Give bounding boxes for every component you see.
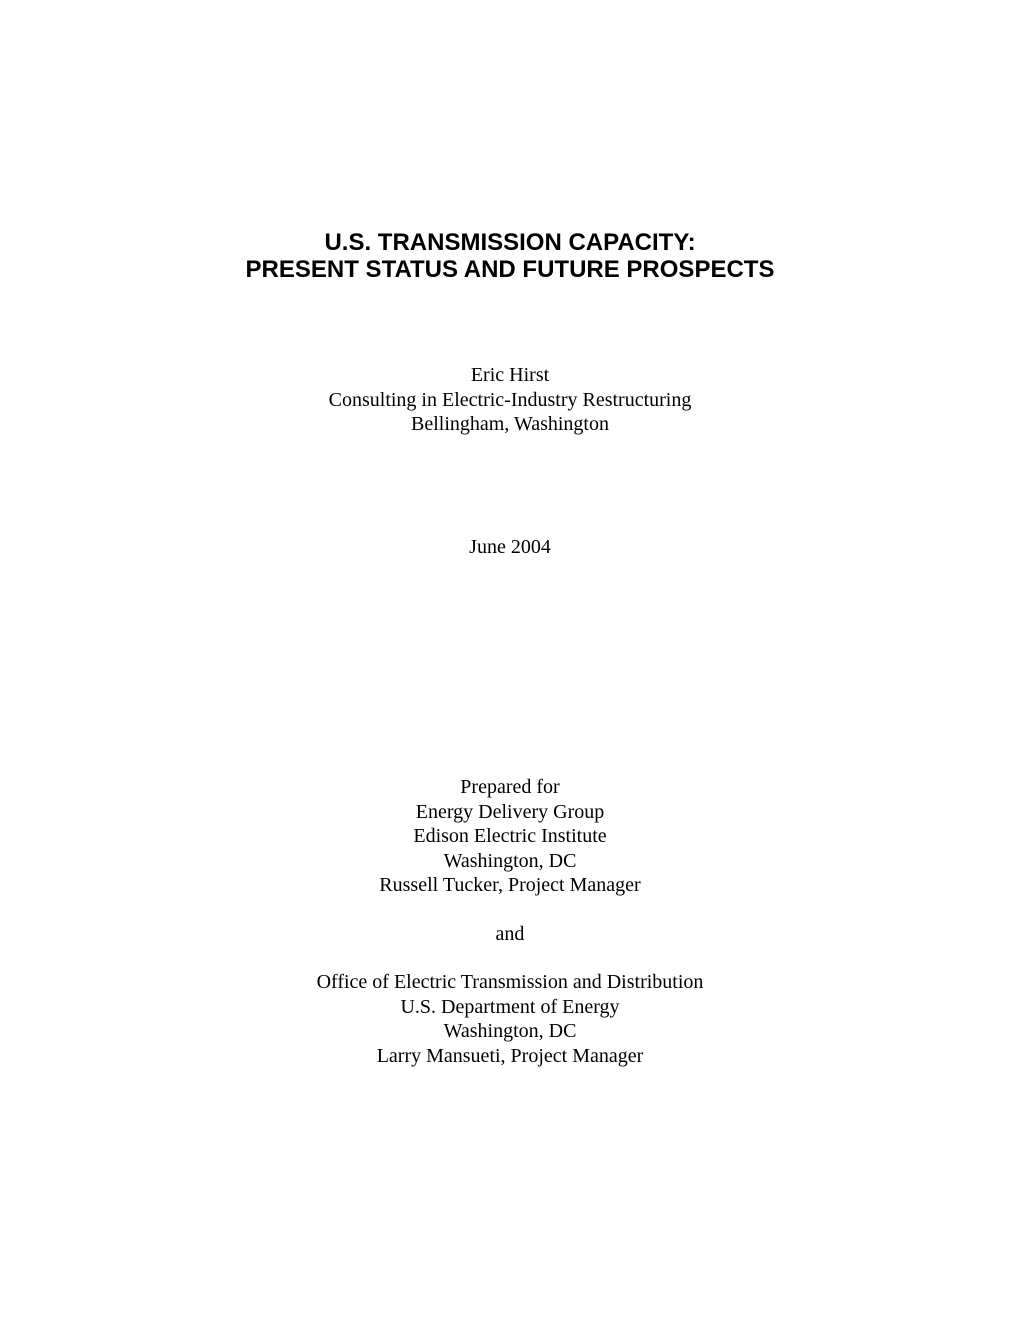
sponsor-project-manager: Russell Tucker, Project Manager bbox=[379, 874, 641, 896]
author-affiliation: Consulting in Electric-Industry Restructuring bbox=[328, 388, 692, 411]
second-sponsor-department: U.S. Department of Energy bbox=[400, 995, 620, 1018]
report-title bbox=[0, 229, 1020, 283]
author-name: Eric Hirst bbox=[470, 364, 550, 386]
prepared-for-label: Prepared for bbox=[460, 776, 560, 798]
prepared-for-block bbox=[0, 775, 1020, 898]
second-sponsor-block bbox=[0, 970, 1020, 1068]
sponsor-city: Washington, DC bbox=[443, 849, 577, 872]
report-title-line-2: PRESENT STATUS AND FUTURE PROSPECTS bbox=[245, 256, 775, 283]
second-sponsor-project-manager: Larry Mansueti, Project Manager bbox=[376, 1044, 644, 1067]
conjunction-text: and bbox=[495, 923, 525, 945]
report-title-line-1: U.S. TRANSMISSION CAPACITY: bbox=[324, 229, 696, 256]
author-location: Bellingham, Washington bbox=[410, 413, 609, 435]
author-block bbox=[0, 363, 1020, 437]
second-sponsor-office: Office of Electric Transmission and Distribution bbox=[316, 971, 704, 993]
second-sponsor-city: Washington, DC bbox=[443, 1020, 577, 1042]
sponsor-institute: Edison Electric Institute bbox=[413, 825, 607, 847]
sponsor-group: Energy Delivery Group bbox=[415, 800, 605, 823]
publication-date: June 2004 bbox=[469, 536, 551, 558]
